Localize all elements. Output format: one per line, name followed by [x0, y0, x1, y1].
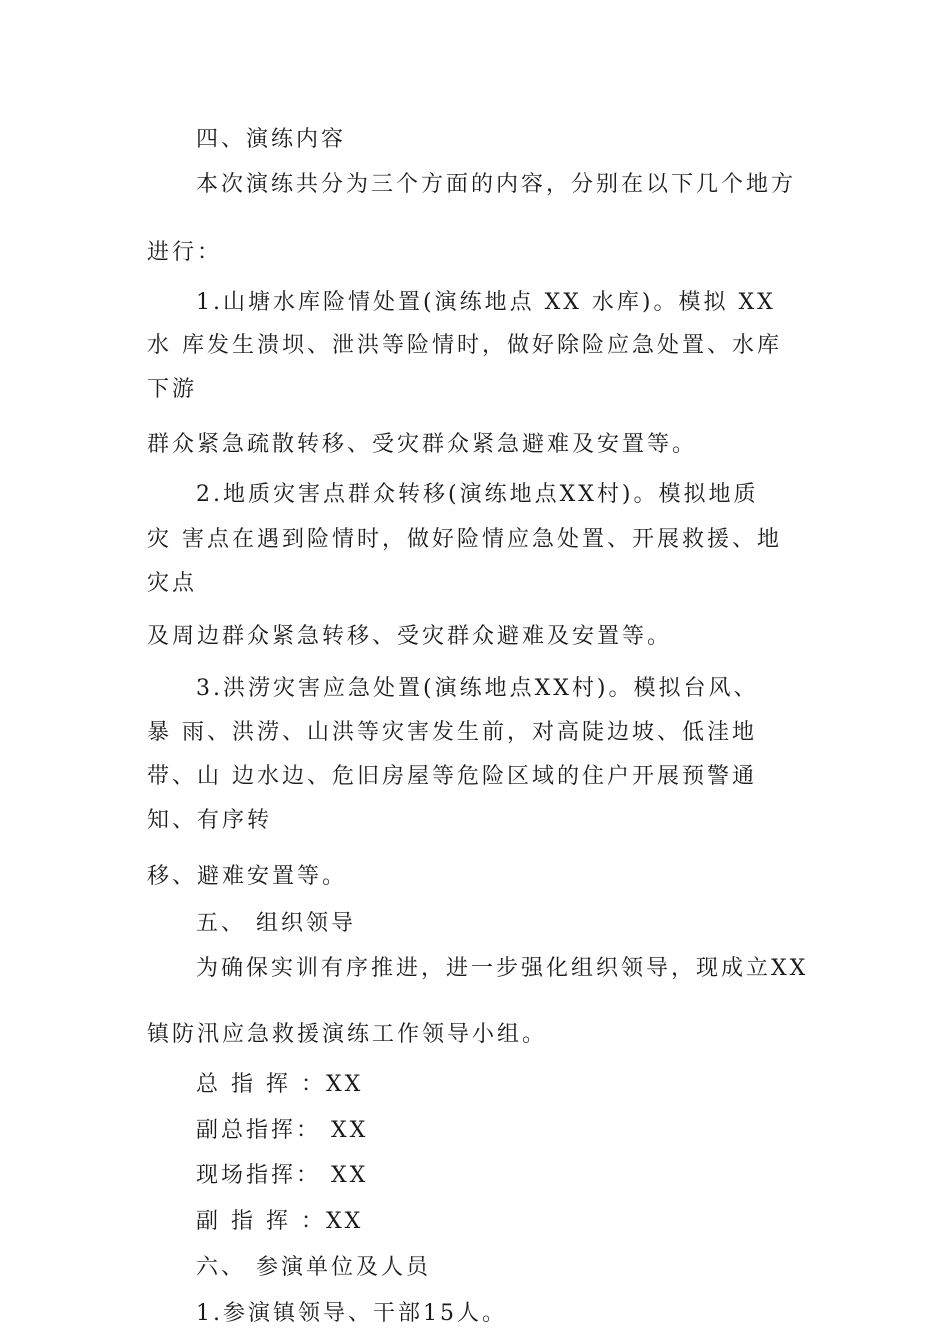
paragraph-line: 水 库发生溃坝、泄洪等险情时，做好除险应急处置、水库 — [147, 333, 782, 358]
role-deputy-commander: 副 指 挥 ：XX — [196, 1209, 364, 1234]
paragraph-line: 移、避难安置等。 — [147, 864, 348, 889]
list-item-2: 2.地质灾害点群众转移(演练地点XX村)。模拟地质 — [196, 482, 759, 507]
section-heading-5: 五、 组织领导 — [196, 911, 356, 936]
paragraph-line: 及周边群众紧急转移、受灾群众避难及安置等。 — [147, 624, 673, 649]
list-item-1: 1.山塘水库险情处置(演练地点 XX 水库)。模拟 XX — [196, 290, 776, 315]
list-item-participants: 1.参演镇领导、干部15人。 — [196, 1301, 507, 1326]
list-item-3: 3.洪涝灾害应急处置(演练地点XX村)。模拟台风、 — [196, 676, 759, 701]
role-field-commander: 现场指挥： XX — [196, 1163, 369, 1188]
paragraph-line: 镇防汛应急救援演练工作领导小组。 — [147, 1022, 548, 1047]
paragraph-line: 灾 害点在遇到险情时，做好险情应急处置、开展救援、地 — [147, 527, 782, 552]
paragraph-line: 下游 — [147, 377, 198, 402]
section-heading-6: 六、 参演单位及人员 — [196, 1255, 431, 1280]
paragraph-line: 知、有序转 — [147, 808, 273, 833]
paragraph-line: 进行： — [147, 240, 223, 265]
paragraph-line: 带、山 边水边、危旧房屋等危险区域的住户开展预警通 — [147, 764, 757, 789]
paragraph-line: 本次演练共分为三个方面的内容，分别在以下几个地方 — [196, 172, 797, 197]
role-chief-commander: 总 指 挥 ：XX — [196, 1072, 364, 1097]
paragraph-line: 灾点 — [147, 571, 198, 596]
section-heading-4: 四、演练内容 — [196, 127, 347, 152]
paragraph-line: 暴 雨、洪涝、山洪等灾害发生前，对高陡边坡、低洼地 — [147, 720, 757, 745]
paragraph-line: 为确保实训有序推进，进一步强化组织领导，现成立XX — [196, 956, 809, 981]
paragraph-line: 群众紧急疏散转移、受灾群众紧急避难及安置等。 — [147, 432, 698, 457]
role-deputy-chief: 副总指挥： XX — [196, 1118, 369, 1143]
